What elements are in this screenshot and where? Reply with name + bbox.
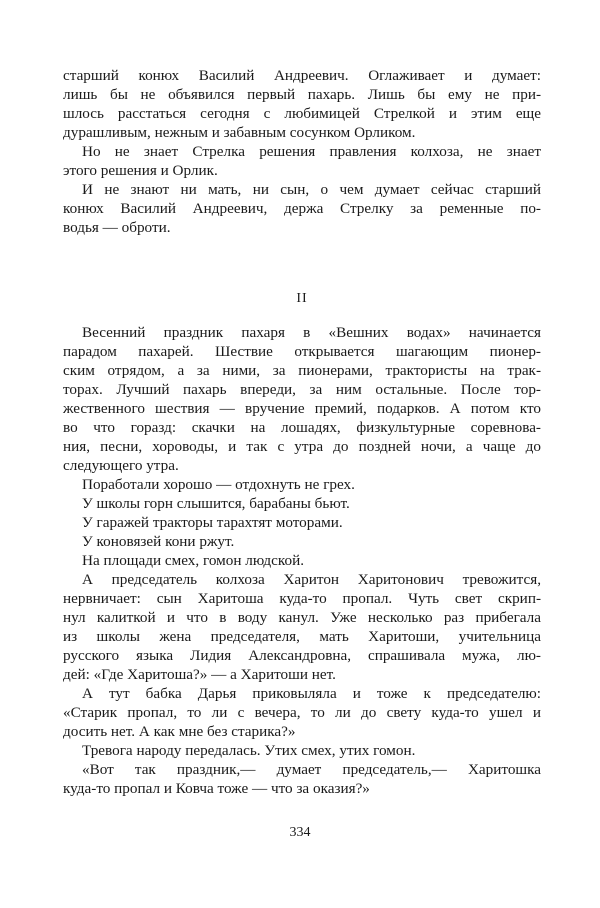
text-line: Весенний праздник пахаря в «Вешних водах» начинается <box>82 324 541 341</box>
text-line: из школы жена председателя, мать Харитоши, учительница <box>63 628 541 645</box>
text-line: торах. Лучший пахарь впереди, за ним остальные. После тор- <box>63 381 541 398</box>
paragraph <box>63 180 541 237</box>
text-line: старший конюх Василий Андреевич. Оглаживает и думает: <box>63 67 541 84</box>
page-number: 334 <box>289 825 311 840</box>
text-line: водья — оброти. <box>63 219 171 236</box>
section-1 <box>63 66 541 237</box>
text-line: А тут бабка Дарья приковыляла и тоже к председателю: <box>82 685 541 702</box>
paragraph <box>63 142 541 180</box>
short-line: У коновязей кони ржут. <box>82 533 235 550</box>
text-line: нервничает: сын Харитоша куда-то пропал. Чуть свет скрип- <box>63 590 541 607</box>
text-line: парадом пахарей. Шествие открывается шагающим пионер- <box>63 343 541 360</box>
text-line: лишь бы не объявился первый пахарь. Лишь бы ему не при- <box>63 86 541 103</box>
text-line: куда-то пропал и Ковча тоже — что за оказия?» <box>63 780 370 797</box>
text-line: И не знают ни мать, ни сын, о чем думает сейчас старший <box>82 181 541 198</box>
short-line: У гаражей тракторы тарахтят моторами. <box>82 514 343 531</box>
text-line: «Старик пропал, то ли с вечера, то ли до свету куда-то ушел и <box>63 704 541 721</box>
text-line: конюх Василий Андреевич, держа Стрелку за ременные по- <box>63 200 541 217</box>
chapter-heading: II <box>296 291 308 306</box>
text-line: русского языка Лидия Александровна, спрашивала мужа, лю- <box>63 647 541 664</box>
paragraph <box>63 323 541 475</box>
book-page <box>63 66 541 797</box>
text-line: шлось расстаться сегодня с любимицей Стрелкой и этим еще <box>63 105 541 122</box>
short-line: Поработали хорошо — отдохнуть не грех. <box>82 476 355 493</box>
text-line: дурашливым, нежным и забавным сосунком Орликом. <box>63 124 416 141</box>
text-line: дей: «Где Харитоша?» — а Харитоши нет. <box>63 666 336 683</box>
text-line: следующего утра. <box>63 457 179 474</box>
text-line: нул калиткой и что в воду канул. Уже несколько раз прибегала <box>63 609 541 626</box>
text-line: ским отрядом, а за ними, за пионерами, трактористы на трак- <box>63 362 541 379</box>
text-line: ния, песни, хороводы, и так с утра до поздней ночи, а чаще до <box>63 438 541 455</box>
paragraph <box>63 570 541 684</box>
text-line: А председатель колхоза Харитон Харитонович тревожится, <box>82 571 541 588</box>
text-line: Тревога народу передалась. Утих смех, утих гомон. <box>82 742 416 759</box>
short-line: На площади смех, гомон людской. <box>82 552 305 569</box>
section-2 <box>63 323 541 798</box>
short-line: У школы горн слышится, барабаны бьют. <box>82 495 350 512</box>
text-line: Но не знает Стрелка решения правления колхоза, не знает <box>82 143 541 160</box>
paragraph <box>63 66 541 142</box>
text-line: «Вот так праздник,— думает председатель,— Харитошка <box>82 761 541 778</box>
text-line: жественного шествия — вручение премий, подарков. А потом кто <box>63 400 541 417</box>
paragraph <box>63 741 541 760</box>
paragraph <box>63 760 541 798</box>
text-line: во что горазд: скачки на лошадях, физкультурные соревнова- <box>63 419 541 436</box>
text-line: досить нет. А как мне без старика?» <box>63 723 296 740</box>
paragraph <box>63 684 541 741</box>
text-line: этого решения и Орлик. <box>63 162 218 179</box>
